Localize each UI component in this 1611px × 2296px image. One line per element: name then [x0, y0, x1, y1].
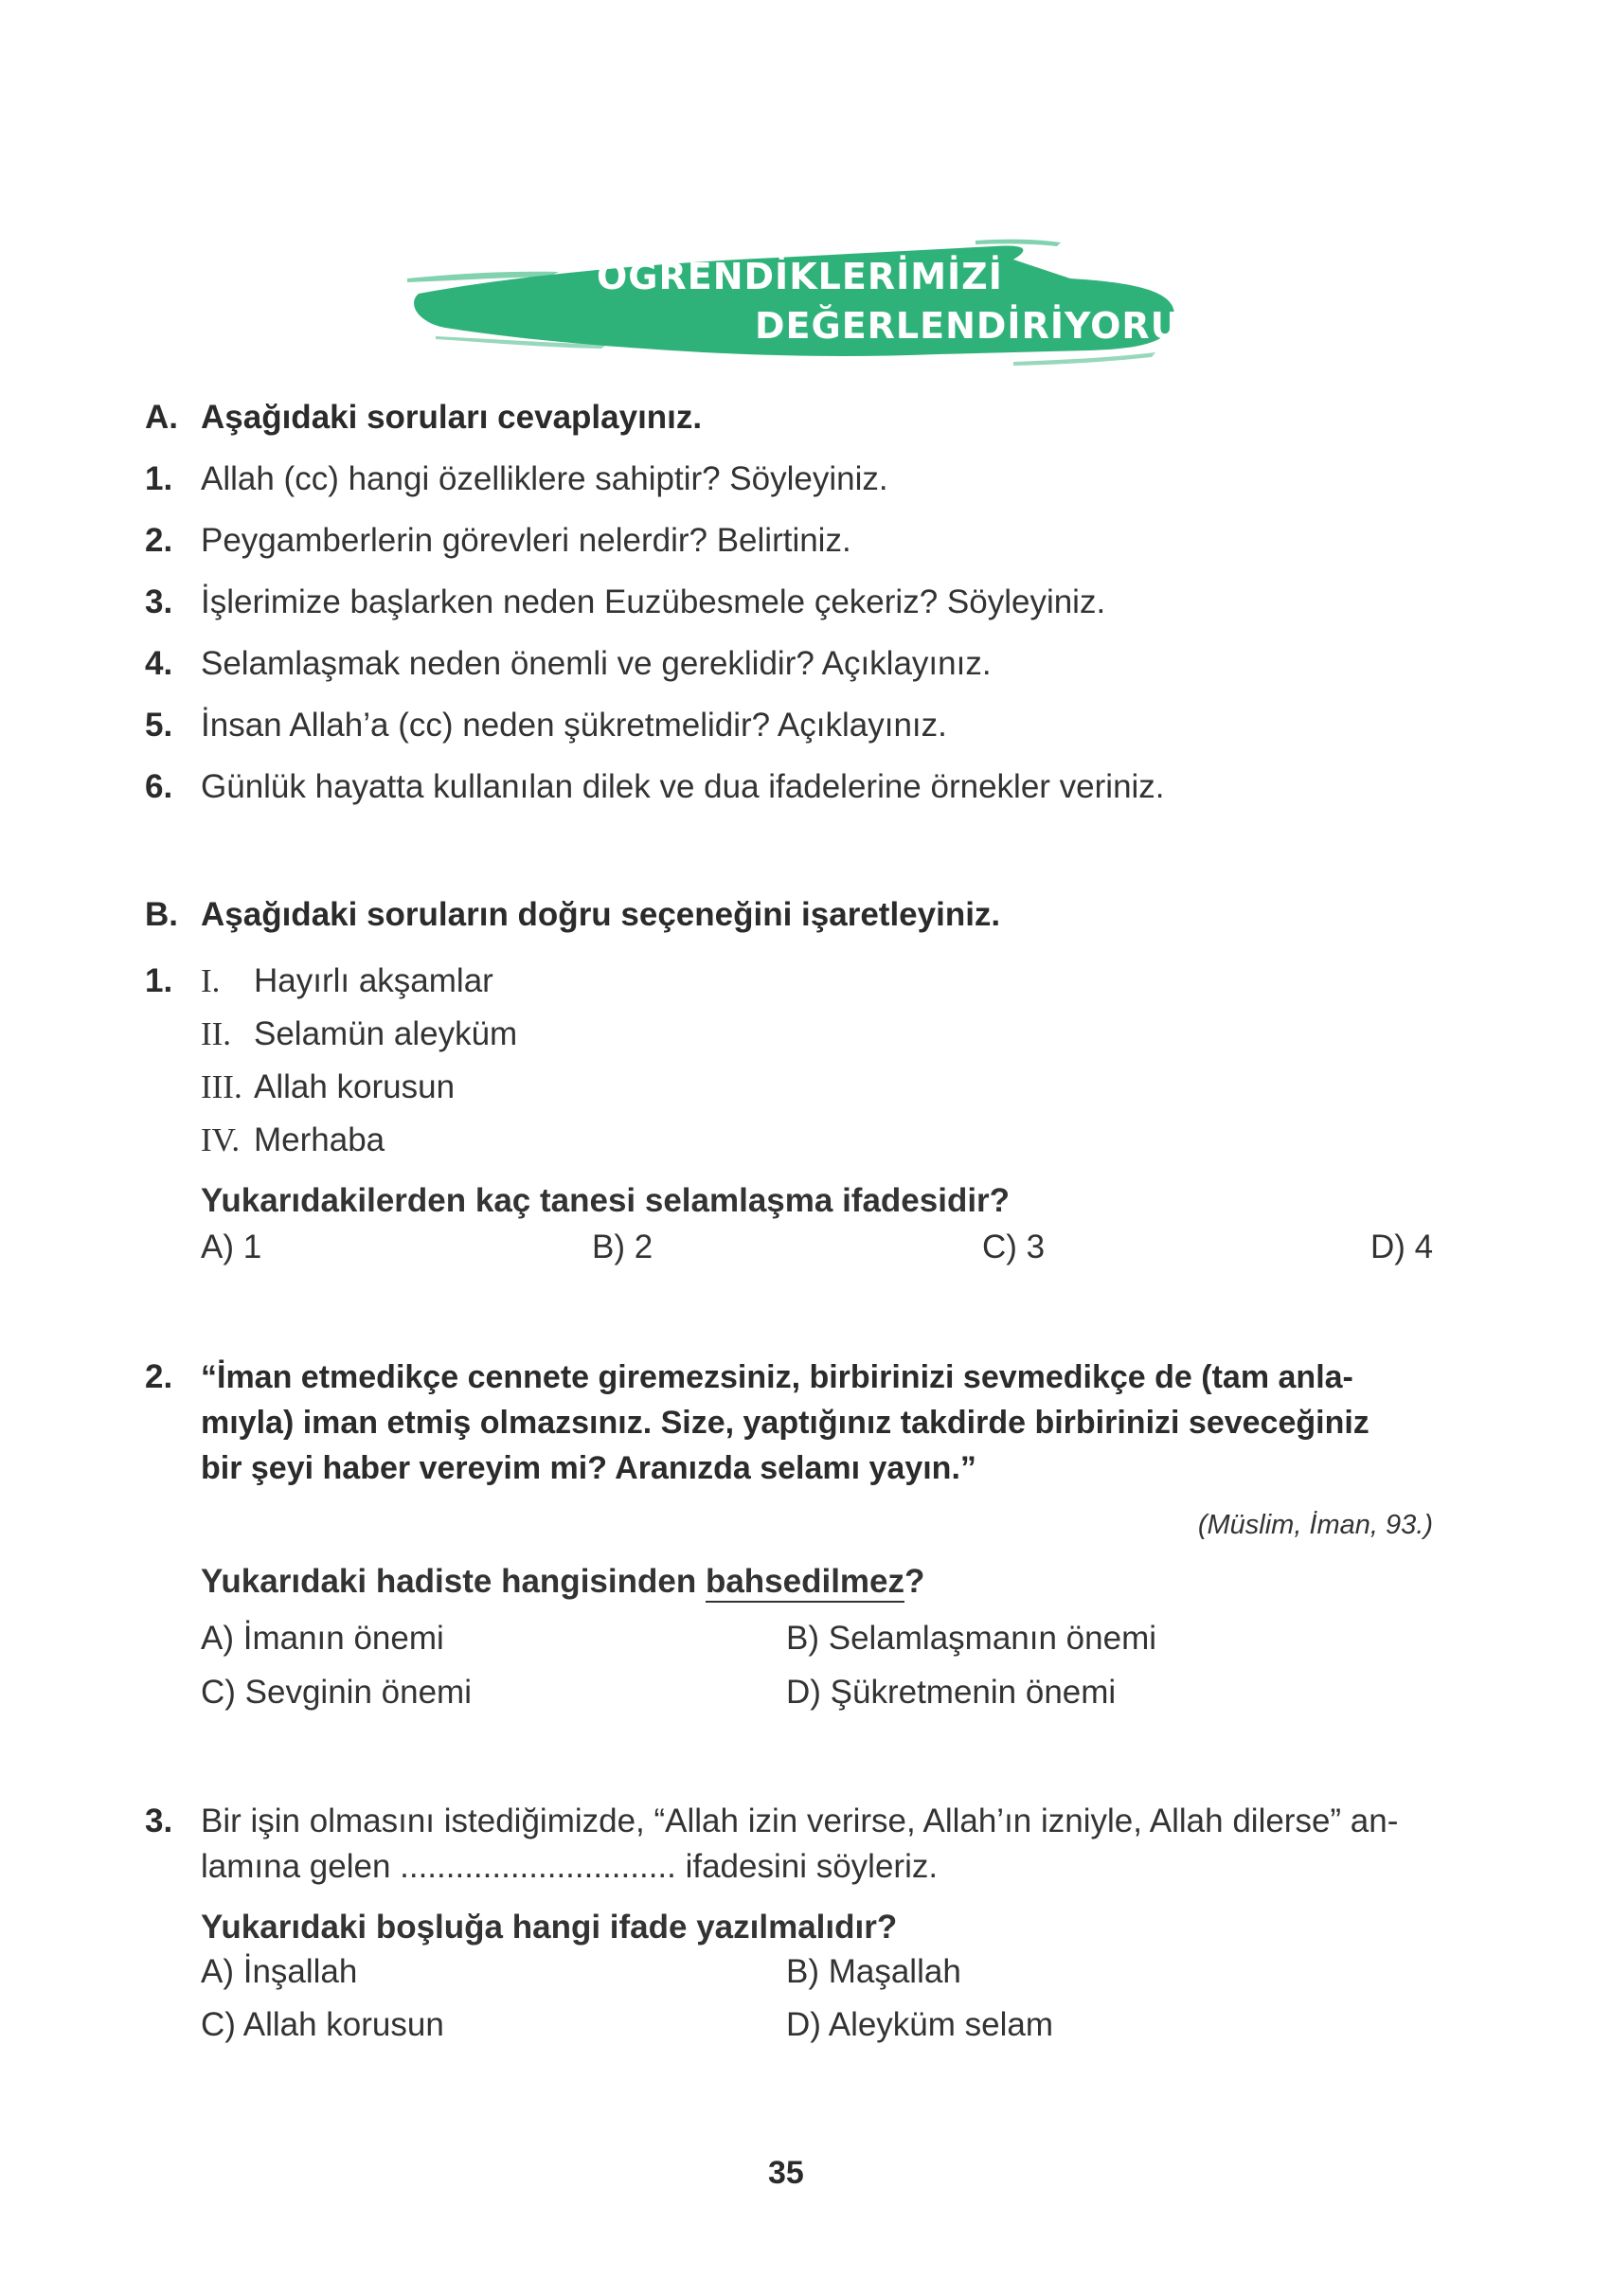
- b-q2-option-a[interactable]: A) İmanın önemi: [201, 1620, 444, 1657]
- section-a-q3-number: 3.: [145, 583, 173, 620]
- b-q1-question: Yukarıdakilerden kaç tanesi selamlaşma ifadesidir?: [201, 1182, 1011, 1219]
- b-q1-option-a[interactable]: A) 1: [201, 1229, 262, 1265]
- b-q1-item-4: [201, 1121, 385, 1159]
- section-a-q4-text: Selamlaşmak neden önemli ve gereklidir? Açıklayınız.: [201, 645, 992, 682]
- b-q2-question: [201, 1563, 924, 1601]
- item-text: Merhaba: [254, 1121, 385, 1158]
- section-a-q6-number: 6.: [145, 768, 173, 805]
- b-q3-option-c[interactable]: C) Allah korusun: [201, 2006, 444, 2043]
- b-q2-option-b[interactable]: B) Selamlaşmanın önemi: [786, 1620, 1156, 1657]
- section-banner: [407, 237, 1208, 374]
- b-q2-number: 2.: [145, 1358, 173, 1395]
- underlined-word: bahsedilmez: [706, 1563, 904, 1603]
- b-q1-option-d[interactable]: D) 4: [1370, 1229, 1434, 1265]
- section-a-q4-number: 4.: [145, 645, 173, 682]
- roman-numeral: III.: [201, 1068, 242, 1105]
- item-text: Allah korusun: [254, 1068, 456, 1105]
- section-a-q2-text: Peygamberlerin görevleri nelerdir? Belirtiniz.: [201, 522, 851, 559]
- section-a-q3-text: İşlerimize başlarken neden Euzübesmele çekeriz? Söyleyiniz.: [201, 583, 1106, 620]
- b-q3-option-b[interactable]: B) Maşallah: [786, 1953, 961, 1990]
- b-q2-hadith-line-3: bir şeyi haber vereyim mi? Aranızda selamı yayın.”: [201, 1450, 976, 1486]
- section-a-q2-number: 2.: [145, 522, 173, 559]
- b-q3-option-d[interactable]: D) Aleyküm selam: [786, 2006, 1054, 2043]
- banner-title-line2: DEĞERLENDİRİYORUZ: [755, 305, 1208, 347]
- section-a-title: Aşağıdaki soruları cevaplayınız.: [201, 399, 703, 436]
- b-q3-question: Yukarıdaki boşluğa hangi ifade yazılmalıdır?: [201, 1909, 898, 1946]
- b-q1-number: 1.: [145, 962, 173, 999]
- b-q1-option-c[interactable]: C) 3: [982, 1229, 1046, 1265]
- b-q3-number: 3.: [145, 1803, 173, 1839]
- b-q2-hadith-line-1: “İman etmedikçe cennete giremezsiniz, birbirinizi sevmedikçe de (tam anla-: [201, 1359, 1353, 1395]
- roman-numeral: I.: [201, 962, 221, 999]
- section-a-q5-number: 5.: [145, 707, 173, 744]
- section-a-q6-text: Günlük hayatta kullanılan dilek ve dua ifadelerine örnekler veriniz.: [201, 768, 1165, 805]
- b-q1-item-3: [201, 1068, 455, 1106]
- page-number: 35: [768, 2155, 804, 2191]
- b-q2-hadith-line-2: mıyla) iman etmiş olmazsınız. Size, yaptığınız takdirde birbirinizi seveceğiniz: [201, 1405, 1369, 1441]
- b-q1-item-1: [201, 962, 493, 1000]
- roman-numeral: II.: [201, 1015, 232, 1052]
- section-b-letter: B.: [145, 896, 178, 933]
- b-q2-option-c[interactable]: C) Sevginin önemi: [201, 1674, 472, 1711]
- b-q2-option-d[interactable]: D) Şükretmenin önemi: [786, 1674, 1117, 1711]
- section-b-title: Aşağıdaki soruların doğru seçeneğini işaretleyiniz.: [201, 896, 1001, 933]
- question-suffix: ?: [904, 1563, 925, 1600]
- section-a-q1-text: Allah (cc) hangi özelliklere sahiptir? Söyleyiniz.: [201, 460, 888, 497]
- section-a-q5-text: İnsan Allah’a (cc) neden şükretmelidir? Açıklayınız.: [201, 707, 947, 744]
- b-q1-option-b[interactable]: B) 2: [592, 1229, 653, 1265]
- b-q2-source: (Müslim, İman, 93.): [1197, 1510, 1433, 1540]
- section-a-q1-number: 1.: [145, 460, 173, 497]
- banner-title-line1: ÖĞRENDİKLERİMİZİ: [597, 256, 1003, 297]
- b-q3-text-line-1: Bir işin olmasını istediğimizde, “Allah izin verirse, Allah’ın izniyle, Allah dilerse” an-: [201, 1803, 1399, 1839]
- item-text: Selamün aleyküm: [254, 1015, 518, 1052]
- b-q3-option-a[interactable]: A) İnşallah: [201, 1953, 358, 1990]
- b-q3-text-line-2: lamına gelen .............................. ifadesini söyleriz.: [201, 1848, 939, 1885]
- section-a-letter: A.: [145, 399, 178, 436]
- item-text: Hayırlı akşamlar: [254, 962, 493, 999]
- b-q1-item-2: [201, 1015, 517, 1053]
- roman-numeral: IV.: [201, 1121, 241, 1158]
- question-prefix: Yukarıdaki hadiste hangisinden: [201, 1563, 706, 1600]
